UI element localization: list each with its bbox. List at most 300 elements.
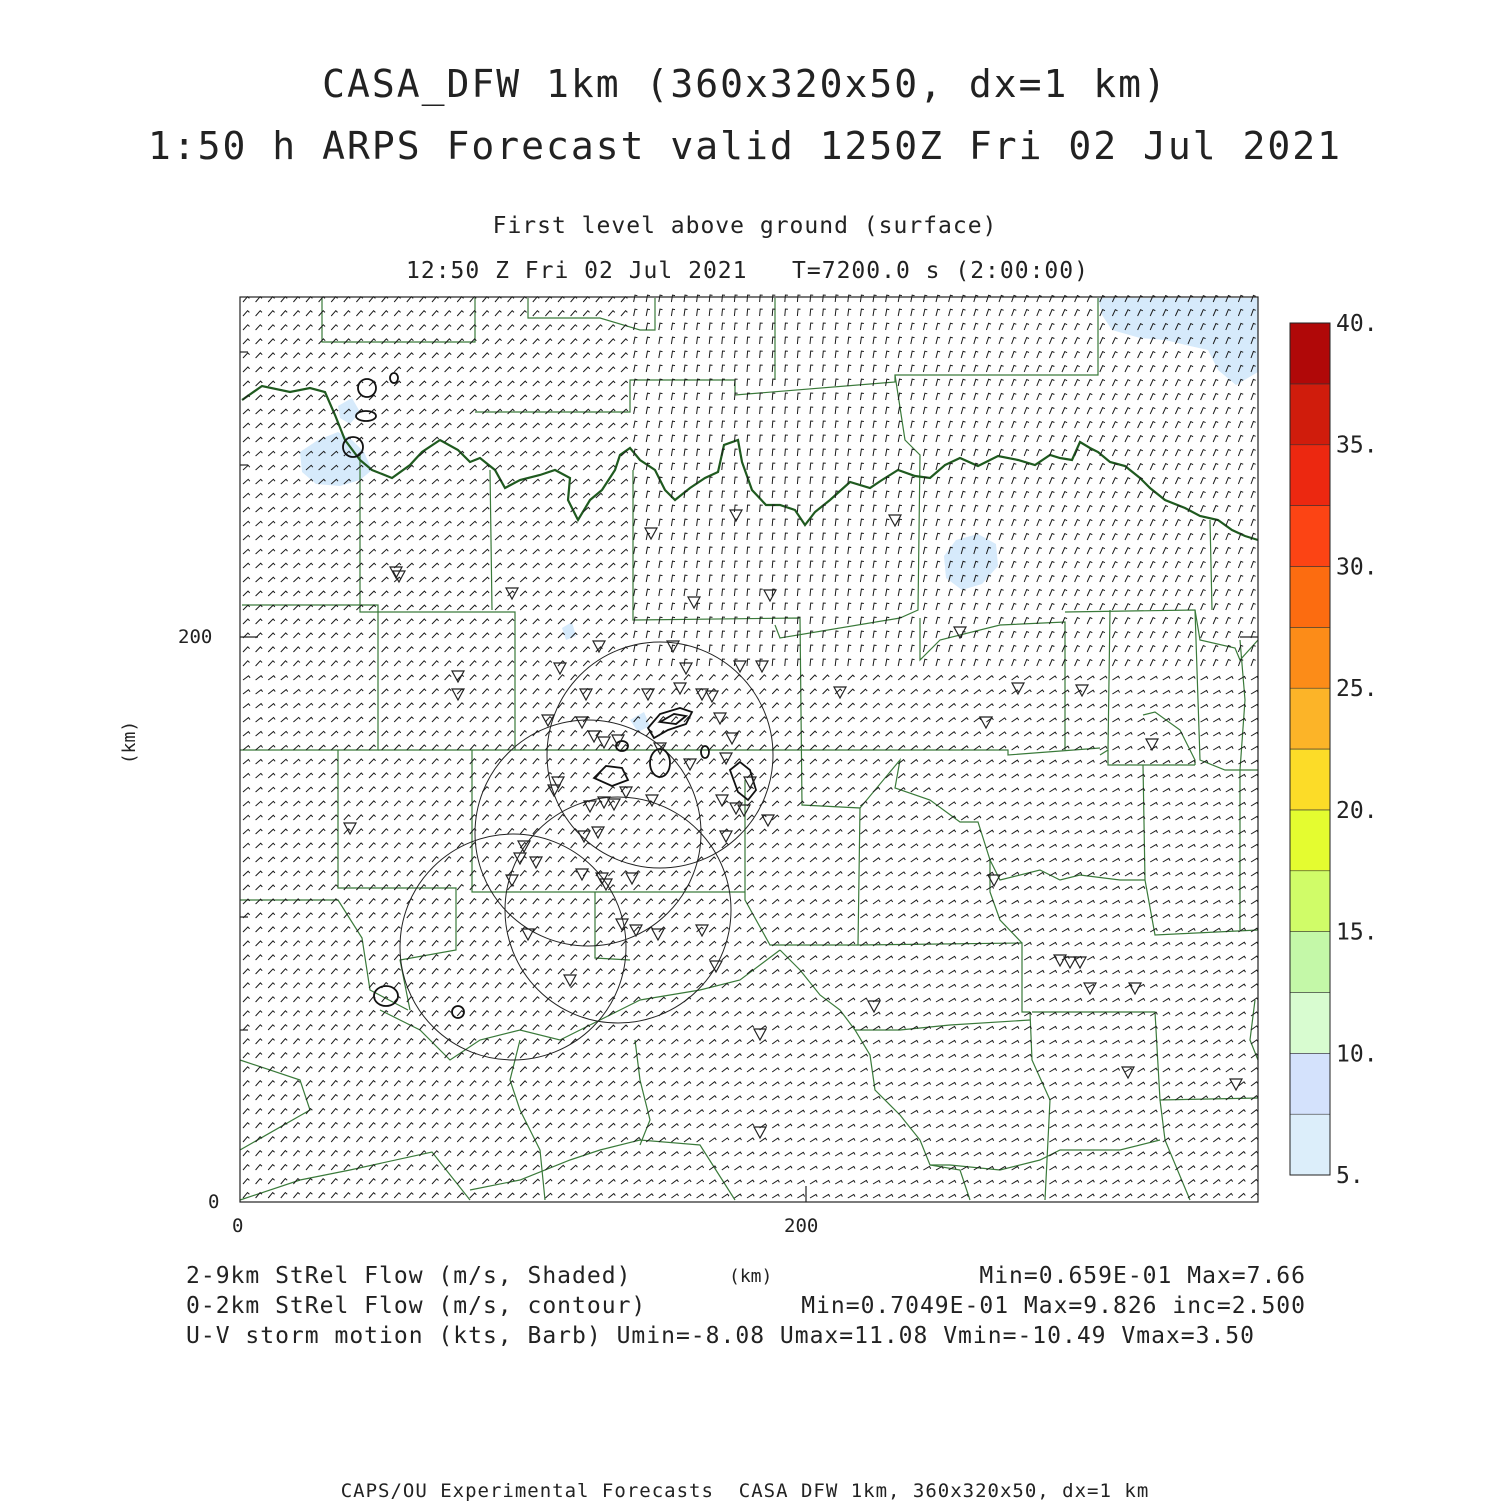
wind-barb [356,1109,362,1114]
wind-barb [319,815,326,820]
wind-barb [986,830,993,834]
wind-barb [1163,548,1168,554]
wind-barb [319,913,325,918]
wind-barb [293,997,299,1002]
wind-barb [571,1039,578,1044]
wind-barb [848,1124,855,1128]
wind-barb [445,535,452,540]
wind-barb [558,549,565,554]
wind-barb [331,773,338,778]
wind-barb [243,1053,250,1058]
wind-barb [356,983,362,988]
wind-barb [545,325,551,330]
wind-barb [823,435,826,442]
wind-barb [659,449,663,456]
wind-barb [760,575,763,582]
wind-barb [709,787,716,792]
wind-barb [974,788,981,792]
wind-barb [495,913,501,918]
wind-barb [1037,1069,1044,1073]
wind-barb [394,647,401,652]
wind-barb [243,521,250,526]
wind-barb [961,477,965,484]
wind-barb [1075,915,1082,919]
wind-barb [1112,929,1119,933]
wind-barb [999,491,1004,498]
wind-barb [457,409,464,414]
wind-barb [482,745,488,750]
wind-barb [684,1082,691,1086]
wind-barb [596,479,603,484]
wind-barb [1100,676,1107,680]
wind-barb [319,675,326,680]
wind-barb [835,675,842,680]
wind-barb [558,647,565,652]
wind-barb [1112,985,1119,989]
wind-barb [457,969,463,974]
wind-barb [583,941,590,946]
wind-barb [810,689,817,694]
wind-barb [1075,1027,1082,1031]
wind-barb [545,1137,552,1142]
wind-barb [394,801,400,806]
wind-barb [319,577,326,582]
wind-barb [1150,970,1157,974]
wind-barb [1112,520,1117,526]
wind-barb [986,1055,993,1059]
radar-site-marker [1084,983,1096,994]
wind-barb [1163,1068,1170,1072]
wind-barb [470,1011,476,1016]
wind-barb [1163,1082,1170,1086]
wind-barb [243,381,250,386]
wind-barb [1201,719,1208,723]
wind-barb [785,857,792,862]
wind-barb [608,899,614,904]
wind-barb [407,1067,413,1072]
wind-barb [394,661,400,666]
wind-barb [659,1082,666,1087]
wind-barb [1112,1012,1119,1016]
wind-barb [382,311,388,316]
wind-barb [1024,718,1031,722]
wind-barb [520,1067,527,1072]
wind-barb [634,1095,641,1100]
wind-barb [482,521,489,526]
wind-barb [923,379,927,386]
wind-barb [659,815,666,820]
wind-barb [886,844,893,848]
wind-barb [1238,393,1243,400]
wind-barb [533,619,540,624]
wind-barb [571,535,578,540]
wind-barb [646,1025,653,1030]
wind-barb [482,689,489,694]
wind-barb [1175,646,1180,652]
wind-barb [911,645,915,652]
wind-barb [911,886,918,890]
wind-barb [344,745,351,750]
wind-barb [747,589,750,596]
wind-barb [886,872,893,876]
wind-barb [596,955,603,960]
wind-barb [533,759,539,764]
wind-barb [306,367,313,372]
wind-barb [923,816,930,820]
wind-barb [407,703,414,708]
wind-barb [1100,859,1107,863]
radar-site-marker [716,795,728,806]
radar-site-marker [762,815,774,826]
wind-barb [974,1083,981,1087]
wind-barb [256,690,263,694]
wind-barb [949,449,953,456]
wind-barb [243,704,250,708]
wind-barb [457,1137,463,1142]
wind-barb [734,477,737,484]
wind-barb [1226,422,1231,429]
wind-barb [873,603,877,610]
wind-barb [835,928,842,932]
wind-barb [1213,761,1220,765]
wind-barb [873,1054,880,1058]
wind-barb [306,941,313,946]
wind-barb [1226,1082,1233,1086]
wind-barb [1150,761,1157,765]
wind-barb [508,339,515,344]
wind-barb [684,1011,691,1016]
wind-barb [407,675,414,680]
wind-barb [785,1110,792,1114]
wind-barb [760,533,763,540]
wind-barb [1100,338,1105,344]
wind-barb [1024,464,1029,471]
wind-barb [520,1123,527,1128]
wind-barb [1238,421,1243,428]
wind-barb [407,479,414,484]
wind-barb [571,857,577,862]
wind-barb [470,969,476,974]
wind-barb [1213,548,1218,555]
wind-barb [331,1011,337,1016]
wind-barb [772,928,779,933]
wind-barb [898,1012,905,1016]
wind-barb [306,437,313,442]
wind-barb [760,1054,767,1058]
wind-barb [961,998,968,1002]
wind-barb [734,393,737,400]
wind-barb [860,773,867,778]
wind-barb [684,337,688,344]
wind-barb [596,759,602,764]
wind-barb [898,589,902,596]
wind-barb [734,773,741,778]
wind-barb [306,521,313,526]
wind-barb [873,830,880,834]
wind-barb [1037,676,1044,680]
wind-barb [470,689,477,694]
wind-barb [445,605,452,610]
radar-site-marker [522,929,534,940]
wind-barb [457,535,464,540]
wind-barb [1163,632,1168,638]
wind-barb [949,718,956,722]
wind-barb [1125,450,1130,456]
wind-barb [495,563,502,568]
wind-barb [482,815,488,820]
wind-barb [394,619,401,624]
wind-barb [1125,1054,1132,1058]
wind-barb [785,928,792,932]
wind-barb [923,718,930,722]
wind-barb [1213,380,1218,387]
wind-barb [306,423,313,428]
wind-barb [898,421,902,428]
wind-barb [646,913,653,918]
wind-barb [898,914,905,918]
wind-barb [571,479,578,484]
wind-barb [545,479,552,484]
wind-barb [911,407,915,414]
wind-barb [508,535,515,540]
wind-barb [634,857,641,862]
wind-barb [911,998,918,1002]
wind-barb [394,1095,400,1100]
wind-barb [722,491,725,498]
wind-barb [293,325,300,330]
wind-barb [1175,719,1182,723]
wind-barb [1163,394,1168,400]
wind-barb [256,325,262,330]
wind-barb [382,633,389,638]
wind-barb [886,717,893,722]
wind-barb [268,409,275,414]
wind-barb [445,381,452,386]
wind-barb [923,1012,930,1016]
wind-barb [608,1123,615,1128]
wind-barb [1163,618,1168,624]
wind-barb [281,381,288,386]
wind-barb [533,997,540,1002]
wind-barb [709,463,712,470]
wind-barb [256,549,263,554]
wind-barb [709,1054,716,1058]
wind-barb [709,899,716,904]
wind-barb [949,788,956,792]
wind-barb [1062,352,1067,358]
wind-barb [671,519,675,526]
wind-barb [621,997,628,1002]
wind-barb [961,491,965,498]
wind-barb [608,871,614,876]
wind-barb [835,435,838,442]
wind-barb [331,1067,337,1072]
wind-barb [382,549,389,554]
wind-barb [634,1011,641,1016]
wind-barb [293,1123,299,1128]
wind-barb [356,423,363,428]
wind-barb [608,493,615,498]
wind-barb [911,421,915,428]
wind-barb [1226,632,1231,639]
wind-barb [243,760,250,765]
wind-barb [835,631,838,638]
wind-barb [558,535,565,540]
wind-barb [886,449,890,456]
wind-barb [911,788,918,792]
wind-barb [1087,732,1094,736]
wind-barb [835,505,838,512]
wind-barb [508,661,514,666]
wind-barb [344,773,351,778]
wind-barb [533,325,540,330]
wind-barb [1037,760,1044,764]
wind-barb [256,718,263,722]
wind-barb [470,1081,477,1086]
wind-barb [949,998,956,1002]
wind-barb [608,689,614,694]
wind-barb [961,337,965,344]
wind-barb [533,395,540,400]
wind-barb [986,505,991,512]
wind-barb [785,519,788,526]
wind-barb [558,927,564,932]
wind-barb [243,647,250,652]
wind-barb [797,519,800,526]
wind-barb [646,421,650,428]
wind-barb [823,547,826,554]
wind-barb [1238,1026,1245,1030]
wind-barb [810,575,813,582]
wind-barb [1024,660,1029,667]
wind-barb [999,732,1006,736]
wind-barb [243,774,250,779]
wind-barb [823,829,830,834]
wind-barb [545,1095,552,1100]
wind-barb [1238,1054,1245,1058]
wind-barb [621,703,627,708]
wind-barb [634,519,638,526]
wind-barb [545,661,551,666]
wind-barb [571,745,577,750]
wind-barb [1049,436,1054,443]
map-title-line2: 1:50 h ARPS Forecast valid 1250Z Fri 02 Jul 2021 [147,124,1343,168]
wind-barb [949,519,953,526]
wind-barb [722,998,729,1003]
wind-barb [1226,789,1233,793]
wind-barb [873,365,877,372]
wind-barb [684,519,688,526]
wind-barb [1138,660,1143,666]
wind-barb [1163,1040,1170,1044]
wind-barb [823,675,830,680]
wind-barb [923,774,930,778]
wind-barb [1062,1041,1069,1045]
wind-barb [1112,887,1119,891]
wind-barb [1125,548,1130,554]
wind-barb [571,913,577,918]
wind-barb [356,843,363,848]
wind-barb [1226,1096,1233,1100]
wind-barb [873,703,880,708]
wind-barb [747,1082,754,1086]
wind-barb [306,731,313,736]
wind-barb [634,1025,641,1030]
wind-barb [293,969,300,974]
wind-barb [243,1011,250,1016]
wind-barb [785,309,788,316]
wind-barb [558,731,564,736]
wind-barb [810,1082,817,1086]
wind-barb [596,913,603,918]
wind-barb [470,395,477,400]
wind-barb [558,1011,565,1016]
wind-barb [369,941,375,946]
wind-barb [873,914,880,918]
wind-barb [1125,604,1130,610]
wind-barb [545,969,551,974]
contour-nw-2 [356,411,376,421]
wind-barb [923,645,927,652]
wind-barb [974,718,981,722]
wind-barb [835,365,838,372]
wind-barb [860,295,864,302]
wind-barb [243,732,250,736]
wind-barb [659,519,663,526]
wind-barb [911,746,918,750]
wind-barb [785,659,788,666]
wind-barb [344,549,351,554]
wind-barb [848,970,855,974]
wind-barb [1175,506,1180,512]
wind-barb [243,1025,250,1030]
wind-barb [545,1081,552,1086]
wind-barb [1075,478,1080,484]
wind-barb [734,927,741,932]
wind-barb [382,479,389,484]
wind-barb [596,857,602,862]
wind-barb [747,351,750,358]
wind-barb [911,1012,918,1016]
wind-barb [306,493,313,498]
wind-barb [1226,886,1233,890]
wind-barb [1062,760,1069,764]
wind-barb [671,589,675,596]
wind-barb [1175,817,1182,821]
wind-barb [760,970,767,974]
wind-barb [671,393,675,400]
wind-barb [646,561,650,568]
wind-barb [848,351,851,358]
wind-barb [1087,618,1092,624]
wind-barb [1125,1012,1132,1016]
wind-barb [1125,957,1132,961]
wind-barb [1188,660,1193,666]
wind-barb [961,676,968,680]
wind-barb [382,423,389,428]
wind-barb [1138,732,1145,736]
wind-barb [1213,691,1220,695]
wind-barb [785,435,788,442]
wind-barb [1150,998,1157,1002]
wind-barb [873,759,880,764]
wind-barb [785,871,792,876]
wind-barb [419,787,426,792]
wind-barb [306,913,313,918]
wind-barb [860,547,864,554]
wind-barb [923,1040,930,1044]
wind-barb [1163,789,1170,793]
